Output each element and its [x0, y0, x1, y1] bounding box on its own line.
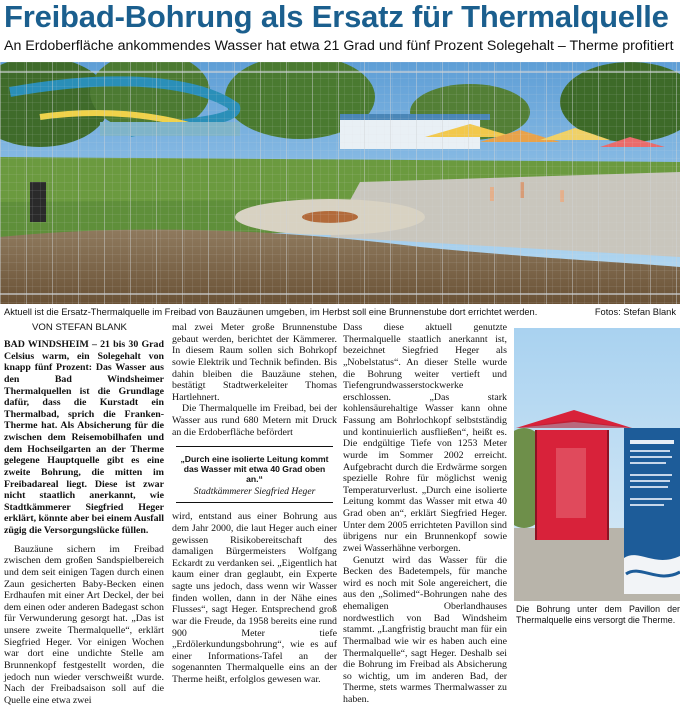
side-photo [514, 328, 680, 601]
photo-credit: Fotos: Stefan Blank [594, 307, 676, 317]
pull-quote-author: Stadtkämmerer Siegfried Heger [193, 486, 316, 498]
main-photo [0, 62, 680, 304]
body-paragraph: Dass diese aktuell genutzte Thermalquelle staatlich anerkannt ist, bezeichnet Siegfried Heger als „Nobelstatus“. An dieser Stelle wurde die Bohrung weiter vertieft und Tiefengrundwasserstockwerke erschlossen. „Das stark kohlensäurehaltige Wasser kann ohne Fassung am Bohrlochkopf selbstständig und kontinuierlich ausfließen“, heißt es. Die endgültige Tiefe von 1253 Meter wurde im Sommer 2002 erreicht. Aufgebracht durch die Erdwärme sorgen spezielle Rohre für möglichst wenig Temperaturverlust. „Durch eine isolierte Leitung kommt das Wasser mit etwa 40 Grad oben an“, erklärt Siegfried Heger. Unter dem 2005 errichteten Pavillon sind übrigens nur ein Brunnenkopf sowie zwei Wasserhähne verborgen. [343, 322, 507, 554]
article-column-2 [172, 322, 337, 686]
body-paragraph: wird, entstand aus einer Bohrung aus dem Jahr 2000, die laut Heger auch einer gewissen Risikobereitschaft des damaligen Bürgermeisters Wolfgang Eckardt zu verdanken sei. „Eigentlich hat kaum einer dran geglaubt, ein Experte sagte uns jedoch, dass wenn wir Wasser finden wollen, dann in der Nähe eines Flusses“, sagt Heger. Entsprechend groß war die Freude, da 1958 bereits eine rund 900 Meter tiefe „Erdölerkundungsbohrung“, wie es auf einer Informations-Tafel an der sogenannten Thermalquelle eins an der Therme heißt, erfolglos gewesen war. [172, 511, 337, 685]
headline: Freibad-Bohrung als Ersatz für Thermalquelle [4, 0, 669, 34]
main-photo-caption: Aktuell ist die Ersatz-Thermalquelle im Freibad von Bauzäunen umgeben, im Herbst soll eine Brunnenstube dort errichtet werden. [4, 307, 538, 317]
subheadline: An Erdoberfläche ankommendes Wasser hat etwa 21 Grad und fünf Prozent Solegehalt – Therme profitiert [4, 38, 674, 54]
side-photo-caption: Die Bohrung unter dem Pavillon der Thermalquelle eins versorgt die Therme. [516, 604, 680, 625]
article-column-1 [4, 322, 164, 706]
pull-quote [176, 446, 333, 503]
body-paragraph: Genutzt wird das Wasser für die Becken des Badetempels, für manche wird es noch mit Sole angereichert, die aus den „Solimed“-Bohrungen nahe des ehemaligen Oberlandhauses nordwestlich von Bad Windsheim stammt. „Langfristig braucht man für ein Thermalbad wie wir es haben auch eine Thermalquelle“, sagt Heger. Deshalb sei die Bohrung im Freibad als Absicherung so wichtig, um im anderen Bad, der Therme, stets warmes Thermalwasser zu haben. [343, 554, 507, 705]
pull-quote-text: „Durch eine isolierte Leitung kommt das Wasser mit etwa 40 Grad oben an.“ [180, 454, 329, 485]
body-paragraph: mal zwei Meter große Brunnenstube gebaut werden, berichtet der Kämmerer. In diesem Raum sollen sich Bohrkopf sowie Elektrik und Technik befinden. Bis dahin bleiben die Bauzäune stehen, bestätigt Stadtwerkeleiter Thomas Hartlehnert. [172, 322, 337, 403]
byline: VON STEFAN BLANK [32, 322, 127, 333]
article-column-3 [343, 322, 507, 706]
body-paragraph: Bauzäune sichern im Freibad zwischen dem großen Sandspielbereich und dem seit einigen Tagen durch einen Zaun gesicherten Baby-Becken einen Erdhaufen mit einer Art Deckel, der bei dem einen oder anderen Badegast schon für Verwunderung gesorgt hat. „Das ist unsere zweite Thermalquelle“, erklärt Siegfried Heger. Vor einigen Wochen war dort eine undichte Stelle am Brunnenkopf festgestellt worden, die jedoch nun wieder verschweißt wurde. Nach der Freibadsaison soll auf die Quelle eine etwa zwei [4, 543, 164, 706]
body-paragraph: Die Thermalquelle im Freibad, bei der Wasser aus rund 680 Metern mit Druck an die Erdoberfläche befördert [172, 403, 337, 438]
lead-paragraph: BAD WINDSHEIM – 21 bis 30 Grad Celsius warm, ein Solegehalt von knapp fünf Prozent: Das Wasser aus den Bad Windsheimer Thermalquellen ist die Grundlage dafür, dass die Kurstadt ein Thermalbad, sprich die Franken-Therme hat. Als Absicherung für die zwischen dem Reisemobilhafen und dem Hochseilgarten an der Therme gelegene Hauptquelle gibt es eine zweite Bohrung, die mitten im Freibadareal liegt. Diese ist zwar nicht staatlich anerkannt, wie Stadtkämmerer Siegfried Heger erklärt, könnte aber bei einem Ausfall zügig die Versorgungslücke füllen. [4, 339, 165, 536]
